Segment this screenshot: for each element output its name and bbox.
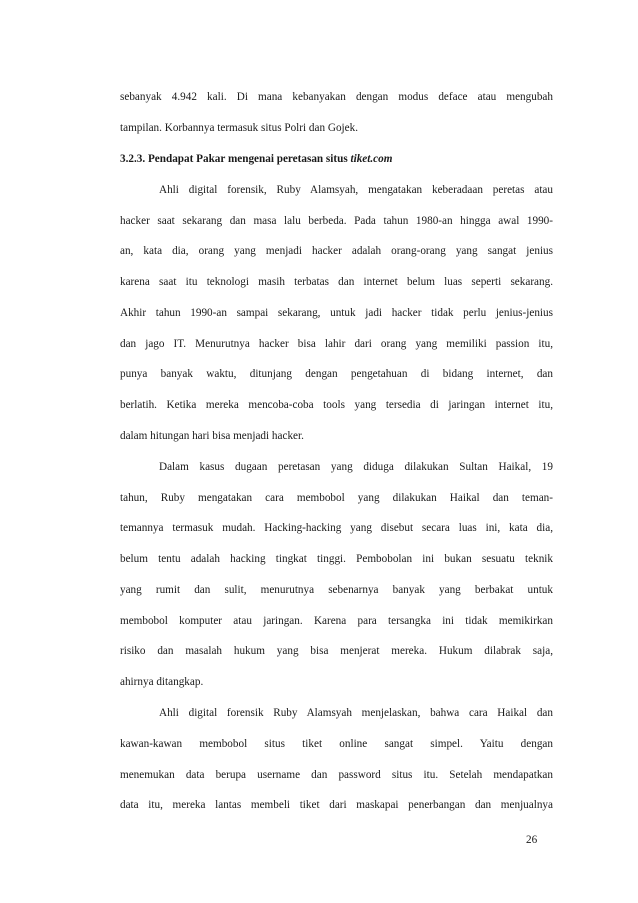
body-line: temannya termasuk mudah. Hacking-hacking yang disebut secara luas ini, kata dia,	[120, 522, 553, 534]
paragraph-first-line: Ahli digital forensik Ruby Alamsyah menjelaskan, bahwa cara Haikal dan	[159, 707, 553, 719]
section-heading	[120, 152, 392, 166]
paragraph-first-line: Dalam kasus dugaan peretasan yang diduga dilakukan Sultan Haikal, 19	[159, 461, 553, 473]
body-line: risiko dan masalah hukum yang bisa menjerat mereka. Hukum dilabrak saja,	[120, 645, 553, 657]
body-line: berlatih. Ketika mereka mencoba-coba tools yang tersedia di jaringan internet itu,	[120, 399, 553, 411]
body-line: belum tentu adalah hacking tingkat tinggi. Pembobolan ini bukan sesuatu teknik	[120, 553, 553, 565]
body-line: membobol komputer atau jaringan. Karena para tersangka ini tidak memikirkan	[120, 615, 553, 627]
body-line: Akhir tahun 1990-an sampai sekarang, untuk jadi hacker tidak perlu jenius-jenius	[120, 307, 553, 319]
body-line: kawan-kawan membobol situs tiket online sangat simpel. Yaitu dengan	[120, 738, 553, 750]
section-heading-site: tiket.com	[350, 153, 393, 165]
body-line: tampilan. Korbannya termasuk situs Polri dan Gojek.	[120, 122, 359, 134]
body-line: tahun, Ruby mengatakan cara membobol yang dilakukan Haikal dan teman-	[120, 492, 553, 504]
body-line: dan jago IT. Menurutnya hacker bisa lahir dari orang yang memiliki passion itu,	[120, 338, 553, 350]
body-line: menemukan data berupa username dan password situs itu. Setelah mendapatkan	[120, 769, 553, 781]
body-line: punya banyak waktu, ditunjang dengan pengetahuan di bidang internet, dan	[120, 368, 553, 380]
body-line: sebanyak 4.942 kali. Di mana kebanyakan dengan modus deface atau mengubah	[120, 91, 553, 103]
body-line: yang rumit dan sulit, menurutnya sebenarnya banyak yang berbakat untuk	[120, 584, 553, 596]
section-heading-text: 3.2.3. Pendapat Pakar mengenai peretasan situs	[120, 153, 351, 165]
body-line: hacker saat sekarang dan masa lalu berbeda. Pada tahun 1980-an hingga awal 1990-	[120, 215, 553, 227]
body-line: an, kata dia, orang yang menjadi hacker adalah orang-orang yang sangat jenius	[120, 245, 553, 257]
body-line: data itu, mereka lantas membeli tiket dari maskapai penerbangan dan menjualnya	[120, 799, 553, 811]
body-line: ahirnya ditangkap.	[120, 676, 204, 688]
body-line: karena saat itu teknologi masih terbatas dan internet belum luas seperti sekarang.	[120, 276, 553, 288]
paragraph-first-line: Ahli digital forensik, Ruby Alamsyah, mengatakan keberadaan peretas atau	[159, 184, 553, 196]
page-number: 26	[526, 834, 538, 846]
body-line: dalam hitungan hari bisa menjadi hacker.	[120, 430, 304, 442]
